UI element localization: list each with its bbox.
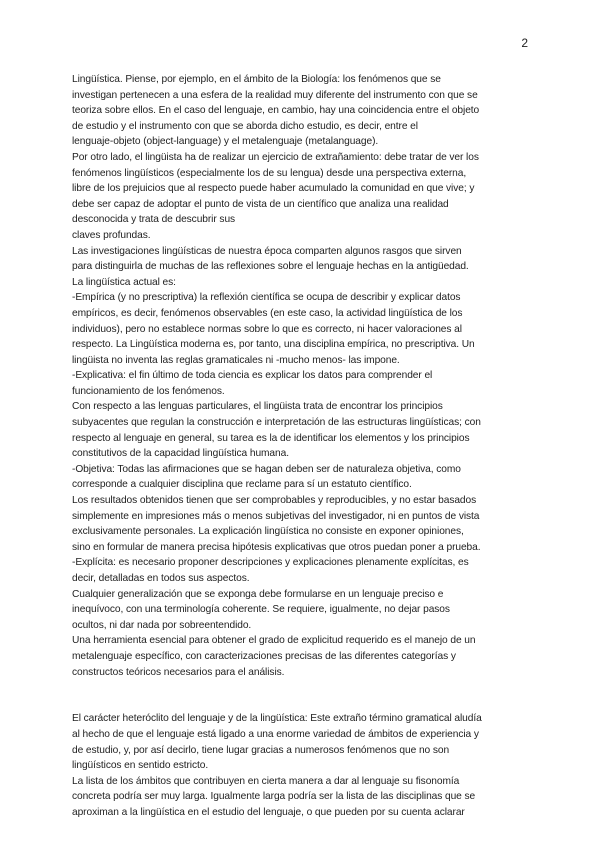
text-line: subyacentes que regulan la construcción e interpretación de las estructuras lingüísticas; con [72, 417, 481, 429]
text-line: Los resultados obtenidos tienen que ser comprobables y reproducibles, y no estar basados [72, 495, 477, 507]
text-line: La lista de los ámbitos que contribuyen en cierta manera a dar al lenguaje su fisonomía [72, 775, 460, 787]
text-line: teoriza sobre ellos. En el caso del lenguaje, en cambio, hay una coincidencia entre el objeto [72, 105, 480, 117]
text-line: aproximan a la lingüística en el estudio del lenguaje, o que pueden por su cuenta aclarar [72, 806, 465, 818]
text-line: inequívoco, con una terminología coherente. Se requiere, igualmente, no dejar pasos [72, 604, 450, 616]
text-line: La lingüística actual es: [72, 276, 176, 288]
paragraph-block-heteroclito [72, 711, 532, 820]
text-line: -Explicativa: el fin último de toda ciencia es explicar los datos para comprender el [72, 370, 433, 382]
text-line: constructos teóricos necesarios para el análisis. [72, 666, 285, 678]
text-line: decir, detalladas en todos sus aspectos. [72, 573, 250, 584]
text-line: corresponde a cualquier disciplina que reclame para sí un estatuto científico. [72, 479, 412, 491]
text-line: para distinguirla de muchas de las reflexiones sobre el lenguaje hechas en la antigüedad. [72, 261, 469, 273]
page-number: 2 [521, 36, 528, 50]
text-line: de estudio y el instrumento con que se aborda dicho estudio, es decir, entre el [72, 120, 418, 132]
text-line: respecto. La Lingüística moderna es, por tanto, una disciplina empírica, no prescriptiva. Un [72, 339, 475, 351]
text-line: lenguaje-objeto (object-language) y el metalenguaje (metalanguage). [72, 136, 379, 148]
text-line: simplemente en impresiones más o menos subjetivas del investigador, ni en puntos de vista [72, 510, 480, 522]
text-line: lingüista no inventa las reglas gramaticales ni -mucho menos- las impone. [72, 354, 400, 366]
text-line: Lingüística. Piense, por ejemplo, en el ámbito de la Biología: los fenómenos que se [72, 74, 441, 85]
text-line: -Empírica (y no prescriptiva) la reflexión científica se ocupa de describir y explicar datos [72, 292, 461, 304]
text-line: al hecho de que el lenguaje está ligado a una enorme variedad de ámbitos de experiencia y [72, 728, 479, 740]
text-line: concreta podría ser muy larga. Igualmente larga podría ser la lista de las disciplinas que se [72, 791, 476, 803]
text-line: funcionamiento de los fenómenos. [72, 385, 225, 397]
text-line: respecto al lenguaje en general, su tarea es la de identificar los elementos y los principios [72, 432, 470, 444]
text-line: de estudio, y, por así decirlo, tiene lugar gracias a numerosos fenómenos que no son [72, 744, 450, 756]
text-line: debe ser capaz de adoptar el punto de vista de un científico que analiza una realidad [72, 198, 449, 210]
text-line: sino en formular de manera precisa hipótesis explicativas que otros puedan poner a prueba. [72, 541, 481, 553]
text-line: claves profundas. [72, 229, 151, 241]
text-line: El carácter heteróclito del lenguaje y de la lingüística: Este extraño término gramatical aludía [72, 713, 482, 725]
body-text [72, 72, 532, 821]
text-line: Cualquier generalización que se exponga debe formularse en un lenguaje preciso e [72, 588, 444, 600]
blank-line [72, 680, 532, 696]
text-line: empíricos, es decir, fenómenos observables (en este caso, la actividad lingüística de los [72, 307, 463, 319]
text-line: Por otro lado, el lingüista ha de realizar un ejercicio de extrañamiento: debe tratar de ver los [72, 151, 479, 163]
text-line: fenómenos lingüísticos (especialmente los de su lengua) desde una perspectiva externa, [72, 167, 467, 179]
text-line: exclusivamente personales. La explicación lingüística no consiste en exponer opiniones, [72, 526, 464, 538]
text-line: metalenguaje específico, con caracterizaciones precisas de las diferentes categorías y [72, 650, 456, 662]
text-line: constitutivos de la capacidad lingüística humana. [72, 448, 289, 460]
text-line: individuos), pero no establece normas sobre lo que es correcto, ni hacer valoraciones al [72, 323, 462, 335]
text-line: ocultos, ni dar nada por sobreentendido. [72, 619, 252, 631]
text-line: Las investigaciones lingüísticas de nuestra época comparten algunos rasgos que sirven [72, 245, 462, 257]
text-line: investigan pertenecen a una esfera de la realidad muy diferente del instrumento con que se [72, 89, 478, 101]
text-line: -Explícita: es necesario proponer descripciones y explicaciones plenamente explícitas, es [72, 557, 469, 569]
text-line: Con respecto a las lenguas particulares, el lingüista trata de encontrar los principios [72, 401, 443, 413]
blank-line [72, 696, 532, 712]
text-line: desconocida y trata de descubrir sus [72, 214, 236, 226]
text-line: lingüísticos en sentido estricto. [72, 760, 209, 772]
text-line: -Objetiva: Todas las afirmaciones que se hagan deben ser de naturaleza objetiva, como [72, 463, 461, 475]
paragraph-block-main [72, 72, 532, 680]
text-line: Una herramienta esencial para obtener el grado de explicitud requerido es el manejo de un [72, 635, 476, 647]
text-line: libre de los prejuicios que al respecto puede haber acumulado la comunidad en que vive; y [72, 183, 475, 195]
